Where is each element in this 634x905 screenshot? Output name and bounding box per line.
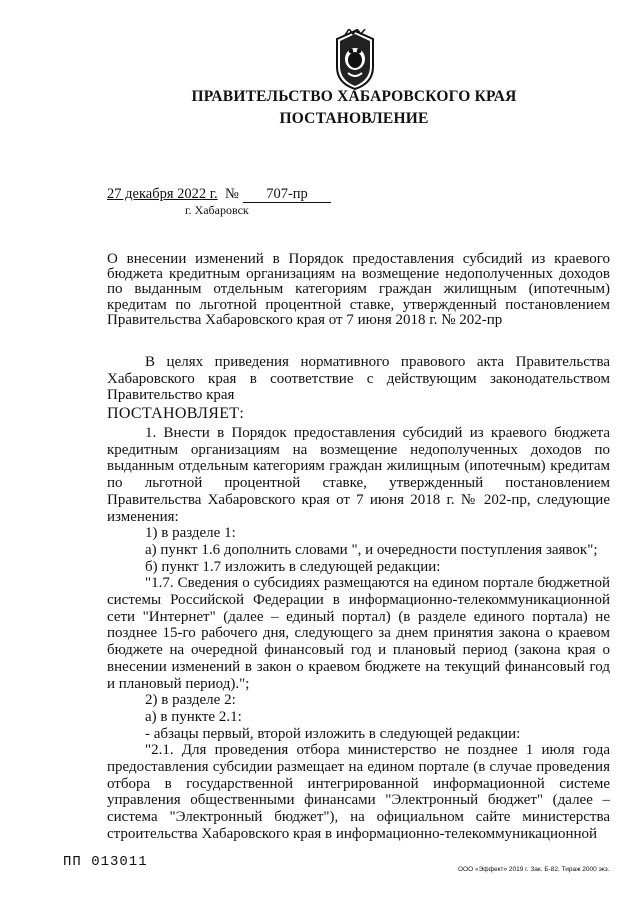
organization-name: ПРАВИТЕЛЬСТВО ХАБАРОВСКОГО КРАЯ bbox=[191, 88, 517, 105]
paragraph: "2.1. Для проведения отбора министерство не позднее 1 июля года предоставления субсидии размещает на едином портале (в случае проведения отбора в государственной интегрированной информационной системе управления общественными финансами "Электронный бюджет" (далее – система "Электронный бюджет"), на официальном сайте министерства строительства Хабаровского края в информационно-телекоммуникационной bbox=[107, 742, 610, 842]
paragraph: "1.7. Сведения о субсидиях размещаются на едином портале бюджетной системы Российской Федерации в информационно-телекоммуникационной сети "Интернет" (далее – единый портал) (в разделе единого портала) не позднее 15-го рабочего дня, следующего за днем принятия закона о краевом бюджете на очередной финансовый год и плановый период (закона края о внесении изменений в закон о краевом бюджете на текущий финансовый год и плановый период)."; bbox=[107, 575, 610, 692]
paragraph: а) в пункте 2.1: bbox=[145, 708, 242, 725]
number-sign: № bbox=[225, 186, 239, 202]
preamble-block bbox=[107, 354, 610, 404]
paragraph: а) пункт 1.6 дополнить словами ", и очередности поступления заявок"; bbox=[145, 541, 598, 558]
paragraph: 2) в разделе 2: bbox=[145, 692, 236, 709]
document-type: ПОСТАНОВЛЕНИЕ bbox=[279, 110, 429, 127]
paragraph: 1) в разделе 1: bbox=[145, 525, 236, 542]
paragraph: - абзацы первый, второй изложить в следующей редакции: bbox=[145, 725, 521, 742]
document-body bbox=[107, 425, 610, 843]
resolves-heading: ПОСТАНОВЛЯЕТ: bbox=[107, 405, 245, 422]
preamble: В целях приведения нормативного правового акта Правительства Хабаровского края в соответствие с действующим законодательством Правительство края bbox=[107, 354, 610, 404]
printer-imprint: ООО «Эффект» 2019 г. Зак. Б-82. Тираж 2000 экз. bbox=[458, 866, 610, 873]
document-title: О внесении изменений в Порядок предоставления субсидий из краевого бюджета кредитным организациям на возмещение недополученных доходов по выданным отдельным категориям граждан жилищным (ипотечным) кредитам по льготной процентной ставке, утвержденный постановлением Правительства Хабаровского края от 7 июня 2018 г. № 202-пр bbox=[107, 251, 610, 328]
document-number: 707-пр bbox=[243, 186, 331, 203]
document-date: 27 декабря 2022 г. bbox=[107, 186, 218, 202]
city: г. Хабаровск bbox=[185, 203, 249, 217]
coat-of-arms-icon bbox=[331, 29, 379, 91]
paragraph: 1. Внести в Порядок предоставления субсидий из краевого бюджета кредитным организациям на возмещение недополученных доходов по выданным отдельным категориям граждан жилищным (ипотечным) кредитам по льготной процентной ставке, утвержденный постановлением Правительства Хабаровского края от 7 июня 2018 г. № 202-пр, следующие изменения: bbox=[107, 425, 610, 525]
paragraph: б) пункт 1.7 изложить в следующей редакции: bbox=[145, 558, 441, 575]
form-code: ПП 013011 bbox=[63, 854, 148, 870]
